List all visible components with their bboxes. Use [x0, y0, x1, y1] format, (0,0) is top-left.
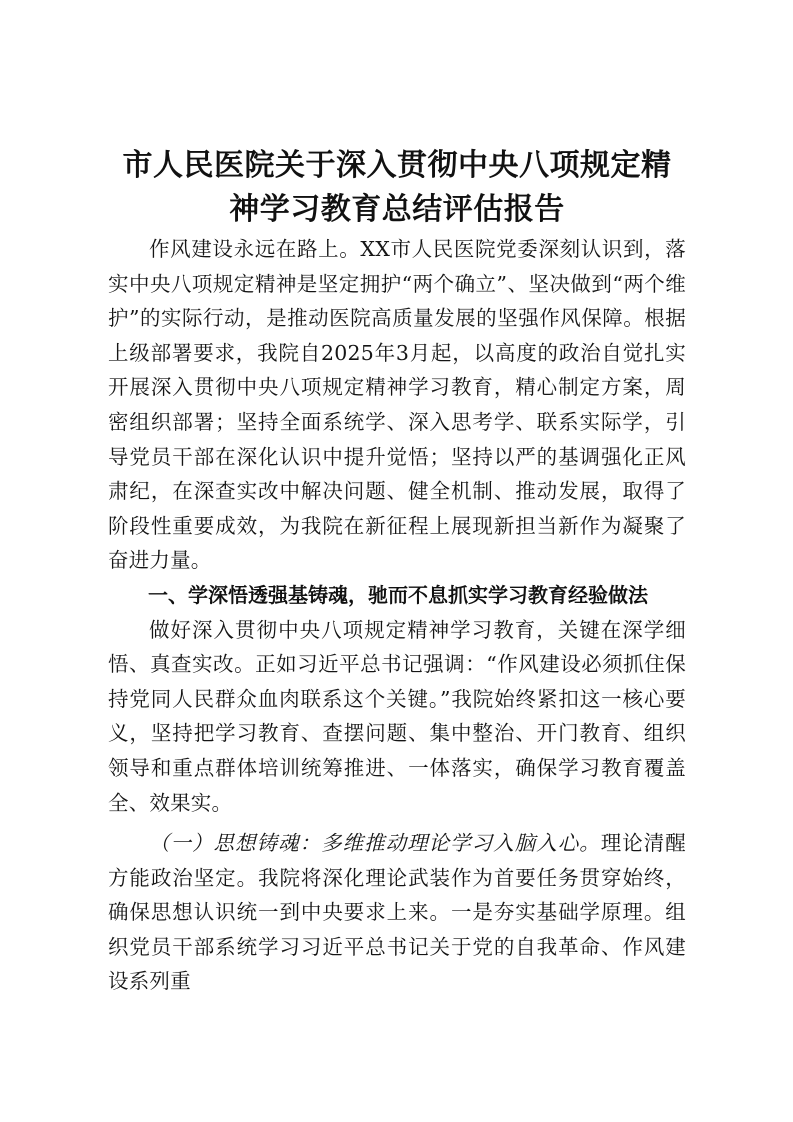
section-1-paragraph: 做好深入贯彻中央八项规定精神学习教育，关键在深学细悟、真查实改。正如习近平总书记强调：“作风建设必须抓住保持党同人民群众血肉联系这个关键。”我院始终紧扣这一核心要义，坚持把学习教育、查摆问题、集中整治、开门教育、组织领导和重点群体培训统筹推进、一体落实，确保学习教育覆盖全、效果实。 [108, 617, 686, 815]
section-heading-1: 一、学深悟透强基铸魂，驰而不息抓实学习教育经验做法 [148, 582, 648, 607]
intro-paragraph: 作风建设永远在路上。XX市人民医院党委深刻认识到，落实中央八项规定精神是坚定拥护“两个确立”、坚决做到“两个维护”的实际行动，是推动医院高质量发展的坚强作风保障。根据上级部署要求，我院自2025年3月起，以高度的政治自觉扎实开展深入贯彻中央八项规定精神学习教育，精心制定方案，周密组织部署；坚持全面系统学、深入思考学、联系实际学，引导党员干部在深化认识中提升觉悟；坚持以严的基调强化正风肃纪，在深查实改中解决问题、健全机制、推动发展，取得了阶段性重要成效，为我院在新征程上展现新担当新作为凝聚了奋进力量。 [108, 237, 686, 573]
subsection-1-paragraph [108, 826, 686, 999]
document-title: 市人民医院关于深入贯彻中央八项规定精神学习教育总结评估报告 [122, 148, 672, 227]
document-body [108, 144, 686, 999]
subsection-1-heading: （一）思想铸魂：多维推动理论学习入脑入心。 [149, 831, 601, 856]
subsection-1-body: 理论清醒方能政治坚定。我院将深化理论武装作为首要任务贯穿始终，确保思想认识统一到中央要求上来。一是夯实基础学原理。组织党员干部系统学习习近平总书记关于党的自我革命、作风建设系列重 [108, 831, 686, 994]
